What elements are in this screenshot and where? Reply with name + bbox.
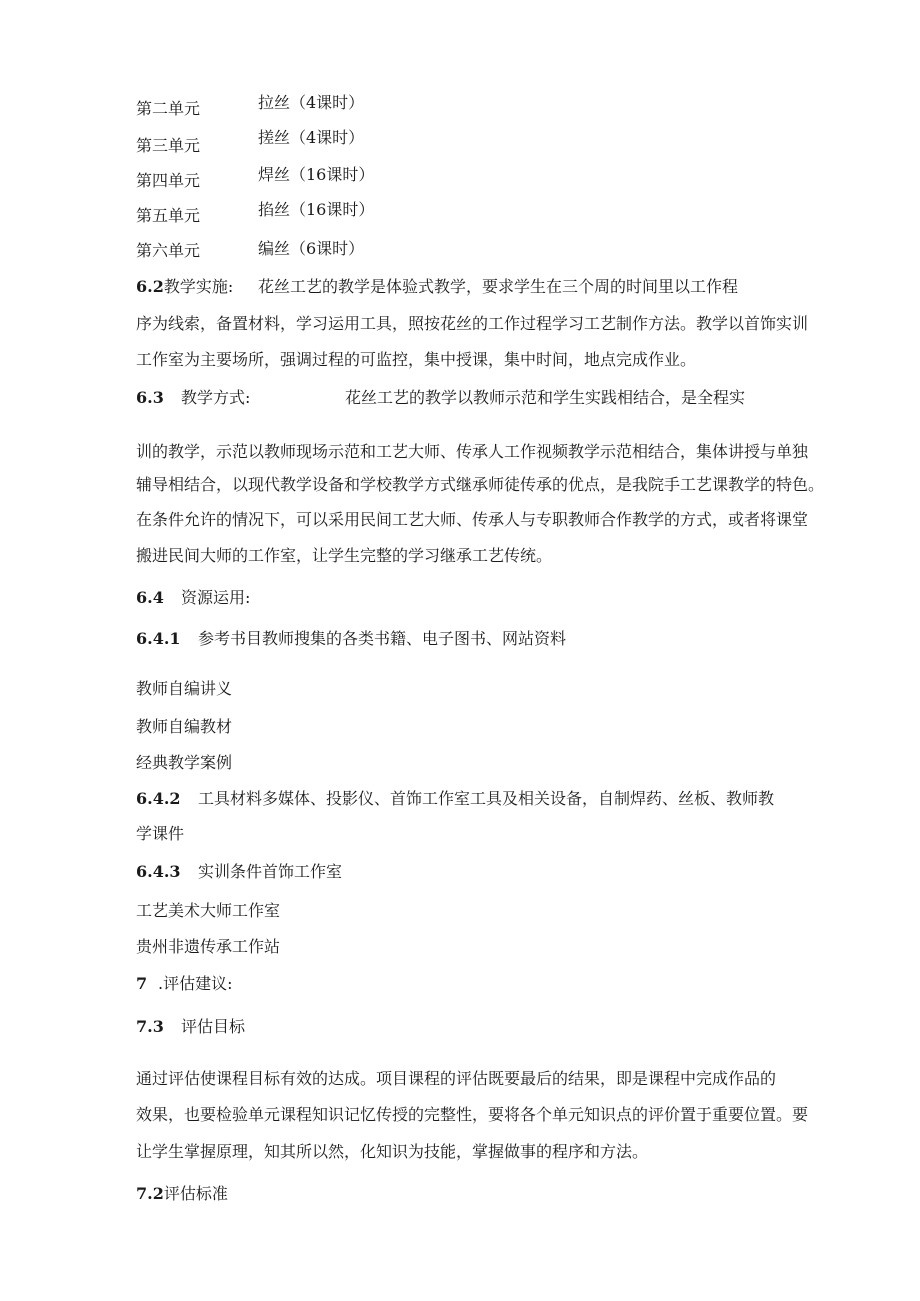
section-title: 评估目标 (181, 1017, 246, 1036)
paragraph-line: 工作室为主要场所，强调过程的可监控，集中授课，集中时间，地点完成作业。 (136, 350, 697, 369)
section-title: 资源运用: (181, 588, 251, 607)
unit-topic: 拉丝（4课时） (258, 93, 365, 112)
section-number: 6.3 (136, 388, 164, 407)
section-number: 6.4.2 (136, 789, 181, 808)
section-title: 教学实施: (163, 277, 234, 296)
section-7-2-heading (136, 1186, 228, 1202)
paragraph-line: 在条件允许的情况下，可以采用民间工艺大师、传承人与专职教师合作教学的方式，或者将课堂 (136, 510, 809, 529)
unit-topic: 掐丝（16课时） (258, 200, 375, 219)
paragraph-line: 通过评估使课程目标有效的达成。项目课程的评估既要最后的结果，即是课程中完成作品的 (136, 1069, 777, 1088)
unit-label: 第四单元 (136, 171, 201, 190)
unit-topic: 搓丝（4课时） (258, 128, 365, 147)
list-item: 教师自编讲义 (136, 679, 233, 698)
unit-label: 第二单元 (136, 99, 201, 118)
list-item: 工艺美术大师工作室 (136, 901, 281, 920)
paragraph-line: 花丝工艺的教学是体验式教学，要求学生在三个周的时间里以工作程 (258, 277, 739, 296)
section-number: 6.2 (136, 277, 164, 296)
paragraph-line: 工具材料多媒体、投影仪、首饰工作室工具及相关设备，自制焊药、丝板、教师教 (198, 789, 775, 808)
paragraph-line: 辅导相结合，以现代教学设备和学校教学方式继承师徒传承的优点，是我院手工艺课教学的特色。 (136, 475, 825, 494)
paragraph-line: 让学生掌握原理，知其所以然，化知识为技能，掌握做事的程序和方法。 (136, 1142, 649, 1161)
unit-topic: 焊丝（16课时） (258, 165, 375, 184)
paragraph-line: 序为线索，备置材料，学习运用工具，照按花丝的工作过程学习工艺制作方法。教学以首饰实训 (136, 314, 809, 333)
paragraph-line: 训的教学，示范以教师现场示范和工艺大师、传承人工作视频教学示范相结合，集体讲授与单独 (136, 442, 809, 461)
paragraph-line: 效果，也要检验单元课程知识记忆传授的完整性，要将各个单元知识点的评价置于重要位置。要 (136, 1105, 809, 1124)
paragraph-line: 搬进民间大师的工作室，让学生完整的学习继承工艺传统。 (136, 546, 553, 565)
list-item: 教师自编教材 (136, 717, 233, 736)
section-number: 6.4.3 (136, 862, 181, 881)
unit-label: 第三单元 (136, 136, 201, 155)
section-title: .评估建议: (158, 974, 233, 993)
paragraph-line: 花丝工艺的教学以教师示范和学生实践相结合，是全程实 (345, 388, 746, 407)
unit-label: 第六单元 (136, 241, 201, 260)
list-item: 经典教学案例 (136, 753, 233, 772)
section-number: 7 (136, 974, 148, 993)
section-number: 6.4.1 (136, 629, 181, 648)
section-title: 教学方式: (181, 388, 251, 407)
section-number: 7.2 (136, 1184, 164, 1203)
unit-topic: 编丝（6课时） (258, 239, 365, 258)
unit-label: 第五单元 (136, 206, 201, 225)
section-title: 评估标准 (163, 1184, 228, 1203)
section-6-2-heading (136, 279, 233, 295)
list-item: 贵州非遗传承工作站 (136, 937, 281, 956)
paragraph-line: 参考书目教师搜集的各类书籍、电子图书、网站资料 (198, 629, 567, 648)
paragraph-line: 学课件 (136, 824, 185, 843)
section-number: 6.4 (136, 588, 164, 607)
paragraph-line: 实训条件首饰工作室 (198, 862, 343, 881)
section-number: 7.3 (136, 1017, 164, 1036)
